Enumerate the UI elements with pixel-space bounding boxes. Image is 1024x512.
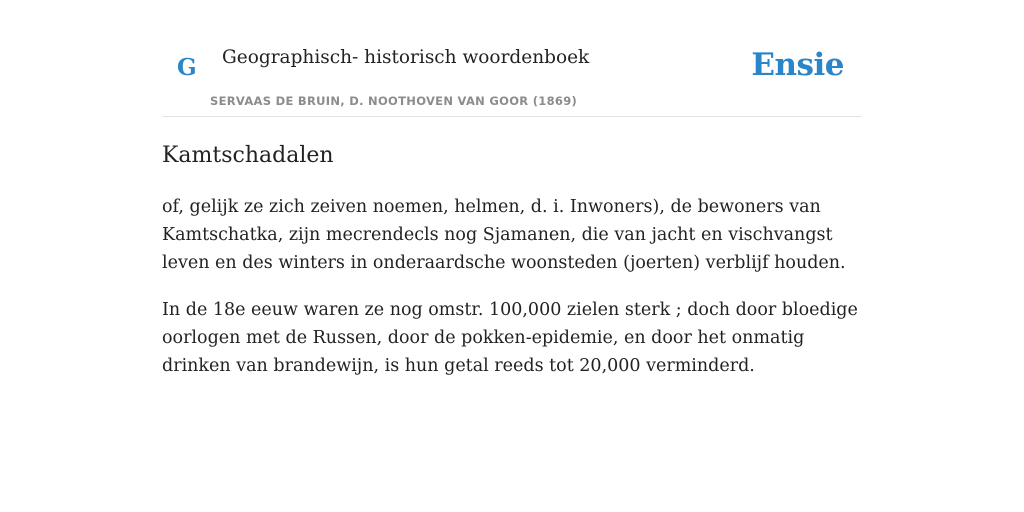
book-title-link[interactable]: Geographisch- historisch woordenboek — [222, 47, 590, 68]
book-letter-badge[interactable]: G — [177, 54, 197, 81]
entry-paragraph: In de 18e eeuw waren ze nog omstr. 100,000 zielen sterk ; doch door bloedige oorlogen met de Russen, door de pokken-epidemie, en door het onmatig drinken van brandewijn, is hun getal reeds tot 20,000 verminderd. — [162, 300, 858, 376]
entry-paragraph: of, gelijk ze zich zeiven noemen, helmen, d. i. Inwoners), de bewoners van Kamtschatka, zijn mecrendecls nog Sjamanen, die van jacht en vischvangst leven en des winters in onderaardsche woonsteden (joerten) verblijf houden. — [162, 197, 846, 273]
entry-title: Kamtschadalen — [162, 143, 334, 168]
page-content — [162, 0, 862, 380]
book-author: SERVAAS DE BRUIN, D. NOOTHOVEN VAN GOOR (1869) — [210, 94, 578, 108]
ensie-logo[interactable]: Ensie — [751, 47, 844, 83]
entry-header — [162, 0, 862, 117]
